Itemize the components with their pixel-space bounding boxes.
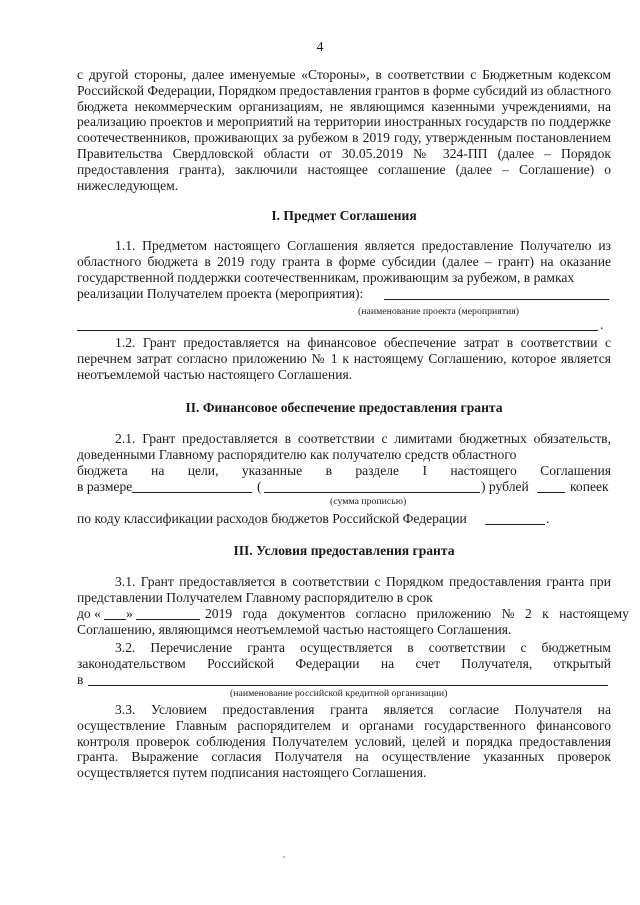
- word: на: [380, 656, 395, 671]
- clause-3-2-row: [77, 656, 611, 672]
- kbk-line: по коду классификации расходов бюджетов Российской Федерации: [77, 511, 467, 526]
- word: на: [151, 463, 165, 478]
- clause-3-1: 3.1. Грант предоставляется в соответствии с Порядком предоставления гранта при представлении Получателем Главному распорядителю в срок: [77, 574, 611, 605]
- word: счет: [415, 656, 441, 671]
- word: I: [422, 463, 427, 478]
- kbk-end: .: [546, 511, 550, 526]
- clause-2-1-row: [77, 463, 611, 479]
- project-name-blank: [384, 299, 609, 300]
- word: бюджета: [77, 463, 128, 478]
- word: Федерации: [295, 656, 360, 671]
- word: Соглашения: [540, 463, 611, 478]
- word: законодательством: [77, 656, 186, 671]
- word: Российской: [207, 656, 275, 671]
- amount-words-blank: [264, 492, 480, 493]
- clause-3-1-rest-row: [205, 606, 629, 622]
- word: цели,: [187, 463, 219, 478]
- amount-rub: ) рублей: [481, 479, 529, 494]
- word: открытый: [553, 656, 611, 671]
- bank-name-blank: [88, 685, 608, 686]
- section-1-heading: I. Предмет Соглашения: [271, 208, 417, 223]
- bank-prefix: в: [77, 672, 84, 687]
- clause-1-1: 1.1. Предметом настоящего Соглашения является предоставление Получателю из областного бюджета в 2019 году гранта в форме субсидии (далее – грант) на оказание государственной поддержки соотечественникам, проживающим за рубежом, в рамках: [77, 238, 611, 285]
- caption-project: (наименование проекта (мероприятия): [358, 306, 520, 317]
- scan-speck: [283, 856, 285, 858]
- section-3-heading: III. Условия предоставления гранта: [233, 543, 455, 558]
- clause-1-1-end: .: [600, 317, 604, 332]
- word: в: [325, 463, 332, 478]
- clause-1-1-last-line: реализации Получателем проекта (мероприятия):: [77, 286, 364, 301]
- amount-prefix: в размере: [77, 479, 133, 494]
- clause-2-1: 2.1. Грант предоставляется в соответствии с лимитами бюджетных обязательств, доведенными Главному распорядителю как получателю средств областного: [77, 431, 611, 462]
- page-number: 4: [316, 40, 324, 55]
- caption-sum: (сумма прописью): [330, 496, 407, 507]
- clause-3-2: 3.2. Перечисление гранта осуществляется в соответствии с бюджетным: [115, 640, 611, 655]
- intro-paragraph: с другой стороны, далее именуемые «Стороны», в соответствии с Бюджетным кодексом Российской Федерации, Порядком предоставления грантов в форме субсидий из областного бюджета некоммерческим организациям, не являющимся казенными учреждениями, на реализацию проектов и мероприятий на территории иностранных государств по поддержке соотечественников, проживающих за рубежом в 2019 году, утвержденным постановлением Правительства Свердловской области от 30.05.2019 № 324-ПП (далее – Порядок предоставления гранта), заключили настоящее соглашение (далее – Соглашение) о нижеследующем.: [77, 67, 611, 193]
- caption-bank: (наименование российской кредитной организации): [230, 688, 448, 699]
- clause-3-3: 3.3. Условием предоставления гранта является согласие Получателя на осуществление Главным распорядителем и органами государственного финансового контроля проверок соблюдения Получателем условий, целей и порядка предоставления гранта. Выражение согласия Получателя на осуществление указанных проверок осуществляется путем подписания настоящего Соглашения.: [77, 702, 611, 781]
- deadline-month-blank: [136, 619, 200, 620]
- section-2-heading: II. Финансовое обеспечение предоставления гранта: [185, 400, 503, 415]
- amount-paren-open: (: [257, 479, 262, 494]
- kbk-blank: [485, 524, 545, 525]
- deadline-day-blank: [104, 619, 126, 620]
- clause-3-1-end: Соглашению, являющимся неотъемлемой частью настоящего Соглашения.: [77, 622, 512, 637]
- amount-digits-blank: [132, 492, 252, 493]
- kopeck-blank: [537, 492, 565, 493]
- project-name-blank-2: [77, 330, 598, 331]
- amount-kop: копеек: [570, 479, 609, 494]
- word: указанные: [241, 463, 303, 478]
- clause-3-1-rest: 2019 года документов согласно приложению № 2 к настоящему: [205, 606, 629, 621]
- word: настоящего: [450, 463, 517, 478]
- word: Получателя,: [461, 656, 533, 671]
- deadline-quote: »: [126, 606, 133, 621]
- word: разделе: [355, 463, 400, 478]
- clause-1-2: 1.2. Грант предоставляется на финансовое обеспечение затрат в соответствии с перечнем затрат согласно приложению № 1 к настоящему Соглашению, которое является неотъемлемой частью настоящего Соглашения.: [77, 335, 611, 382]
- deadline-prefix: до «: [77, 606, 101, 621]
